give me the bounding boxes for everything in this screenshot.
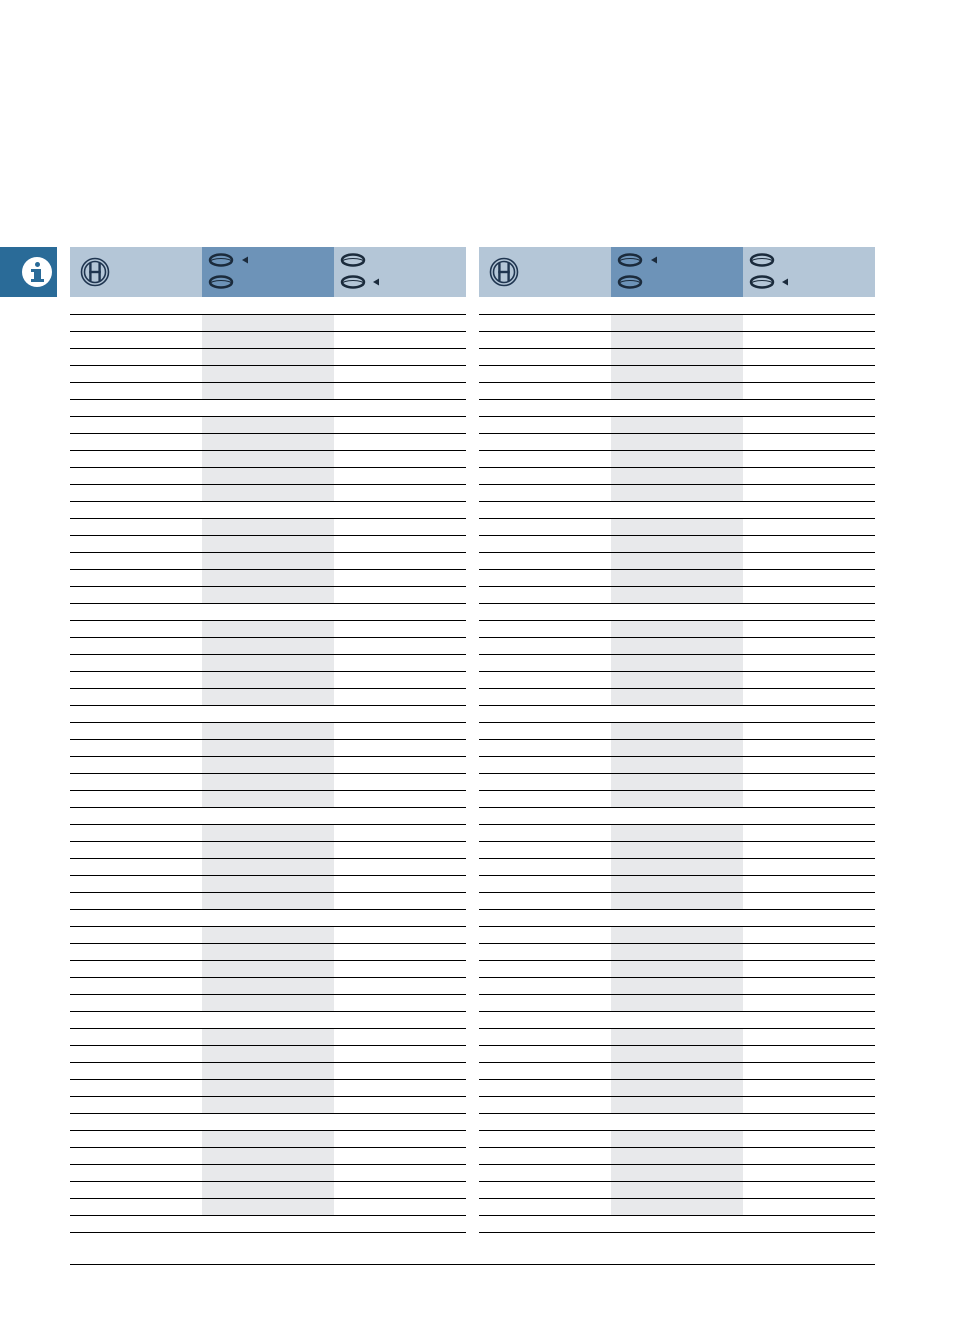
shaded-band: [202, 518, 334, 603]
ring-pair-bottom-arrow-icon: [749, 253, 799, 293]
table-row: [70, 1079, 466, 1080]
table-row: [70, 909, 466, 910]
shaded-band: [202, 722, 334, 807]
table-row: [70, 620, 466, 621]
table-row: [479, 688, 875, 689]
table-row: [70, 705, 466, 706]
table-row: [479, 1232, 875, 1233]
table-row: [479, 382, 875, 383]
table-row: [70, 1096, 466, 1097]
shaded-band: [202, 314, 334, 399]
shaded-band: [202, 1028, 334, 1113]
table-row: [479, 501, 875, 502]
shaded-band: [202, 926, 334, 1011]
table-row: [70, 722, 466, 723]
shaded-band: [202, 1130, 334, 1215]
table-row: [479, 790, 875, 791]
table-row: [479, 1028, 875, 1029]
table-row: [479, 399, 875, 400]
table-row: [479, 756, 875, 757]
table-row: [479, 909, 875, 910]
table-row: [479, 467, 875, 468]
table-row: [479, 416, 875, 417]
table-row: [70, 314, 466, 315]
table-row: [70, 1011, 466, 1012]
table-row: [479, 314, 875, 315]
table-row: [479, 807, 875, 808]
ring-pair-bottom-arrow-icon: [340, 253, 390, 293]
table-row: [479, 1198, 875, 1199]
header-brand-cell: [479, 247, 611, 297]
table-row: [70, 994, 466, 995]
table-row: [70, 841, 466, 842]
table-row: [70, 552, 466, 553]
table-row: [70, 671, 466, 672]
table-row: [479, 1181, 875, 1182]
table-row: [479, 773, 875, 774]
table-row: [479, 875, 875, 876]
shaded-band: [202, 824, 334, 909]
table-row: [479, 1096, 875, 1097]
table-row: [70, 535, 466, 536]
table-row: [479, 535, 875, 536]
table-row: [479, 620, 875, 621]
table-row: [70, 773, 466, 774]
table-row: [70, 943, 466, 944]
table-row: [479, 1062, 875, 1063]
shaded-band: [202, 620, 334, 705]
table-row: [479, 603, 875, 604]
table-row: [70, 858, 466, 859]
table-row: [70, 1147, 466, 1148]
table-row: [70, 1045, 466, 1046]
table-row: [70, 331, 466, 332]
table-row: [70, 484, 466, 485]
table-row: [70, 892, 466, 893]
table-row: [479, 450, 875, 451]
table-row: [70, 926, 466, 927]
table-row: [70, 824, 466, 825]
table-row: [70, 467, 466, 468]
table-row: [479, 722, 875, 723]
shaded-band: [611, 824, 743, 909]
table-row: [479, 1113, 875, 1114]
table-row: [479, 1079, 875, 1080]
table-row: [479, 348, 875, 349]
header-ring-bottom-cell: [743, 247, 875, 297]
table-row: [479, 1130, 875, 1131]
table-row: [479, 518, 875, 519]
table-row: [70, 1113, 466, 1114]
table-row: [70, 1164, 466, 1165]
table-row: [479, 484, 875, 485]
info-tab: [0, 247, 57, 297]
table-row: [479, 705, 875, 706]
table-row: [479, 1011, 875, 1012]
header-ring-top-cell: [611, 247, 743, 297]
table-row: [70, 1181, 466, 1182]
shaded-band: [202, 416, 334, 501]
table-row: [70, 518, 466, 519]
footer-rule: [70, 1264, 875, 1265]
shaded-band: [611, 926, 743, 1011]
table-row: [70, 1130, 466, 1131]
table-row: [70, 586, 466, 587]
table-row: [479, 433, 875, 434]
table-row: [70, 654, 466, 655]
table-row: [479, 892, 875, 893]
table-row: [70, 807, 466, 808]
table-row: [70, 399, 466, 400]
table-row: [479, 671, 875, 672]
table-row: [479, 943, 875, 944]
table-row: [479, 569, 875, 570]
table-row: [479, 1215, 875, 1216]
table-row: [70, 977, 466, 978]
table-row: [70, 1198, 466, 1199]
header-ring-top-cell: [202, 247, 334, 297]
header-brand-cell: [70, 247, 202, 297]
table-row: [479, 977, 875, 978]
table-row: [479, 739, 875, 740]
table-row: [479, 824, 875, 825]
left-table: [70, 247, 466, 1214]
table-row: [479, 926, 875, 927]
table-row: [479, 586, 875, 587]
table-row: [479, 1147, 875, 1148]
shaded-band: [611, 416, 743, 501]
table-row: [479, 994, 875, 995]
table-row: [479, 331, 875, 332]
table-row: [70, 382, 466, 383]
right-table: [479, 247, 875, 1214]
table-row: [70, 569, 466, 570]
table-row: [70, 790, 466, 791]
shaded-band: [611, 1028, 743, 1113]
table-row: [70, 450, 466, 451]
bosch-logo-icon: [80, 257, 110, 287]
table-row: [70, 1062, 466, 1063]
shaded-band: [611, 518, 743, 603]
table-row: [70, 756, 466, 757]
ring-pair-top-arrow-icon: [208, 253, 258, 293]
table-row: [479, 1164, 875, 1165]
shaded-band: [611, 722, 743, 807]
table-row: [70, 416, 466, 417]
shaded-band: [611, 620, 743, 705]
table-row: [479, 858, 875, 859]
table-row: [70, 501, 466, 502]
ring-pair-top-arrow-icon: [617, 253, 667, 293]
table-row: [479, 1045, 875, 1046]
table-row: [479, 841, 875, 842]
table-row: [479, 637, 875, 638]
table-row: [70, 875, 466, 876]
table-row: [70, 960, 466, 961]
table-row: [70, 348, 466, 349]
table-row: [479, 960, 875, 961]
table-row: [70, 1232, 466, 1233]
header-ring-bottom-cell: [334, 247, 466, 297]
table-row: [70, 433, 466, 434]
table-row: [479, 654, 875, 655]
info-icon: [22, 257, 52, 287]
table-row: [479, 365, 875, 366]
bosch-logo-icon: [489, 257, 519, 287]
shaded-band: [611, 314, 743, 399]
table-row: [479, 552, 875, 553]
table-row: [70, 365, 466, 366]
shaded-band: [611, 1130, 743, 1215]
table-row: [70, 1215, 466, 1216]
table-row: [70, 603, 466, 604]
table-row: [70, 739, 466, 740]
table-row: [70, 1028, 466, 1029]
table-row: [70, 637, 466, 638]
table-row: [70, 688, 466, 689]
